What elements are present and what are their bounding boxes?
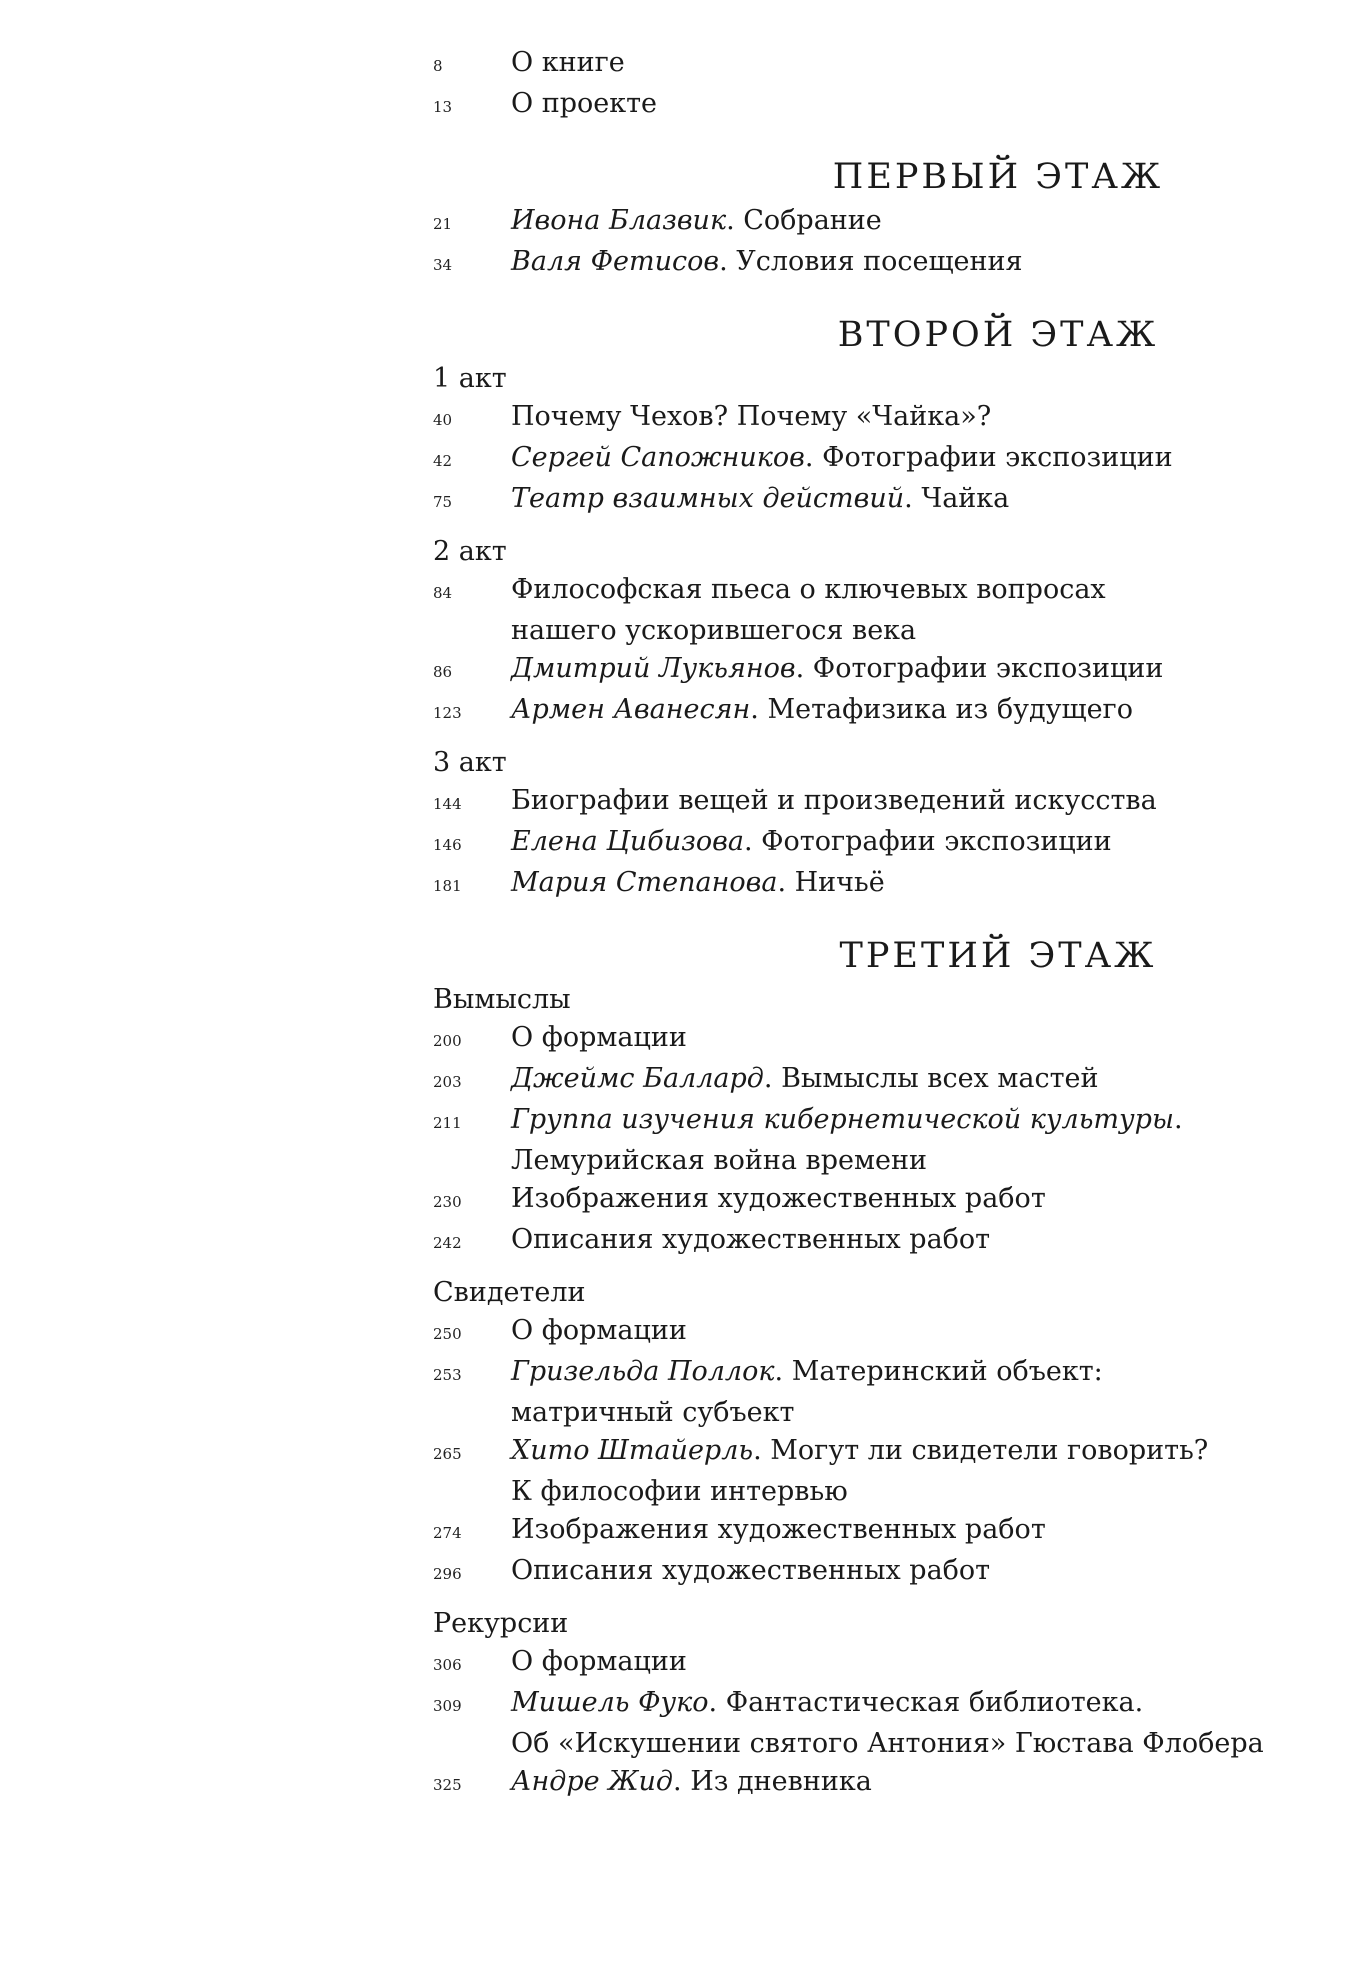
page-number: 309 (433, 1697, 462, 1715)
entry-text: Ивона Блазвик. Собрание (511, 205, 882, 236)
entry-author: Дмитрий Лукьянов (511, 653, 796, 684)
toc-entry (433, 1511, 1333, 1552)
page-number: 75 (433, 493, 453, 511)
entry-author: Сергей Сапожников (511, 442, 805, 473)
toc-entry (433, 1221, 1333, 1262)
entry-title: Описания художественных работ (511, 1224, 991, 1255)
entry-text: Группа изучения кибернетической культуры. (511, 1104, 1183, 1135)
section-label: 3 акт (433, 747, 507, 778)
toc-entry-continuation (433, 1394, 1333, 1432)
toc-entry (433, 1432, 1333, 1473)
toc-entry (433, 1019, 1333, 1060)
entry-title: Из дневника (690, 1766, 872, 1797)
toc-entry (433, 480, 1333, 521)
section-group (433, 1605, 1333, 1804)
toc-entry (433, 398, 1333, 439)
section-label: Свидетели (433, 1277, 586, 1308)
entry-author: Джеймс Баллард (511, 1063, 764, 1094)
page-number: 181 (433, 877, 462, 895)
page-number: 296 (433, 1565, 462, 1583)
entry-author: Армен Аванесян (511, 694, 751, 725)
toc-entry (433, 243, 1333, 284)
entry-text (511, 782, 1333, 820)
entry-author: Андре Жид (511, 1766, 674, 1797)
entry-text (511, 571, 1333, 609)
entry-continuation: нашего ускорившегося века (511, 615, 917, 646)
intro-group (433, 44, 1333, 126)
page-number: 13 (433, 98, 453, 116)
toc-entry (433, 439, 1333, 480)
toc-entry (433, 1684, 1333, 1725)
section-label: 1 акт (433, 363, 507, 394)
toc-entry (433, 1763, 1333, 1804)
toc-entry (433, 1060, 1333, 1101)
section-group (433, 533, 1333, 732)
entry-text (511, 1221, 1333, 1259)
entry-title: Вымыслы всех мастей (781, 1063, 1099, 1094)
toc-entry-continuation (433, 1473, 1333, 1511)
entry-title: Почему Чехов? Почему «Чайка»? (511, 401, 992, 432)
toc-entry (433, 864, 1333, 905)
toc-entry (433, 44, 1333, 85)
entry-text (511, 1019, 1333, 1057)
entry-author: Валя Фетисов (511, 246, 720, 277)
page-number: 211 (433, 1114, 462, 1132)
toc-entry (433, 691, 1333, 732)
page-number: 274 (433, 1524, 462, 1542)
entry-author: Театр взаимных действий (511, 483, 905, 514)
page-number: 265 (433, 1445, 462, 1463)
entry-text (511, 1511, 1333, 1549)
toc-entry (433, 1643, 1333, 1684)
entry-text: Елена Цибизова. Фотографии экспозиции (511, 826, 1112, 857)
toc-entry (433, 1101, 1333, 1142)
page-number: 250 (433, 1325, 462, 1343)
section-group (433, 1274, 1333, 1593)
page-number: 200 (433, 1032, 462, 1050)
toc-entry-continuation (433, 1142, 1333, 1180)
entry-title: Материнский объект: (791, 1356, 1103, 1387)
entry-title: Изображения художественных работ (511, 1183, 1046, 1214)
entry-continuation: Об «Искушении святого Антония» Гюстава Флобера (511, 1728, 1264, 1759)
entry-title: О формации (511, 1022, 687, 1053)
toc-entry-continuation (433, 1725, 1333, 1763)
page-number: 40 (433, 411, 453, 429)
entry-title: Могут ли свидетели говорить? (770, 1435, 1209, 1466)
page-number: 306 (433, 1656, 462, 1674)
floor-heading: ПЕРВЫЙ ЭТАЖ (832, 157, 1164, 197)
entry-text: Театр взаимных действий. Чайка (511, 483, 1010, 514)
entry-title: Изображения художественных работ (511, 1514, 1046, 1545)
toc-entry (433, 85, 1333, 126)
page-number: 242 (433, 1234, 462, 1252)
toc-entry (433, 1312, 1333, 1353)
section-group (433, 360, 1333, 521)
entry-text: Валя Фетисов. Условия посещения (511, 246, 1023, 277)
entry-title: Собрание (743, 205, 882, 236)
entry-text: Сергей Сапожников. Фотографии экспозиции (511, 442, 1173, 473)
entry-author: Хито Штайерль (511, 1435, 754, 1466)
page-number: 123 (433, 704, 462, 722)
entry-author: Мишель Фуко (511, 1687, 709, 1718)
entry-text: Хито Штайерль. Могут ли свидетели говорить? (511, 1435, 1209, 1466)
entry-text: Гризельда Поллок. Материнский объект: (511, 1356, 1103, 1387)
floor-heading: ВТОРОЙ ЭТАЖ (837, 315, 1159, 355)
page-number: 34 (433, 256, 453, 274)
entry-title: О формации (511, 1315, 687, 1346)
toc-entry (433, 1180, 1333, 1221)
toc-entry (433, 202, 1333, 243)
entry-continuation: матричный субъект (511, 1397, 795, 1428)
section-group (433, 202, 1333, 284)
page-number: 146 (433, 836, 462, 854)
section-label: Рекурсии (433, 1608, 569, 1639)
section-label: Вымыслы (433, 984, 571, 1015)
page-number: 253 (433, 1366, 462, 1384)
entry-title: О формации (511, 1646, 687, 1677)
section-label: 2 акт (433, 536, 507, 567)
entry-title: Биографии вещей и произведений искусства (511, 785, 1157, 816)
section-group (433, 981, 1333, 1262)
entry-title: О книге (511, 47, 625, 78)
entry-title: Условия посещения (736, 246, 1023, 277)
entry-text (511, 44, 1333, 82)
entry-title: Описания художественных работ (511, 1555, 991, 1586)
entry-author: Группа изучения кибернетической культуры (511, 1104, 1174, 1135)
toc-entry (433, 571, 1333, 612)
entry-title: Фотографии экспозиции (761, 826, 1112, 857)
entry-author: Мария Степанова (511, 867, 778, 898)
page-number: 86 (433, 663, 453, 681)
toc-entry (433, 782, 1333, 823)
entry-title: О проекте (511, 88, 658, 119)
entry-text (511, 1312, 1333, 1350)
entry-author: Ивона Блазвик (511, 205, 727, 236)
entry-title: Фотографии экспозиции (812, 653, 1164, 684)
toc-entry (433, 1353, 1333, 1394)
page-number: 203 (433, 1073, 462, 1091)
page-number: 144 (433, 795, 462, 813)
page-number: 42 (433, 452, 453, 470)
entry-text: Мария Степанова. Ничьё (511, 867, 885, 898)
section-group (433, 744, 1333, 905)
page-number: 21 (433, 215, 453, 233)
toc-entry (433, 1552, 1333, 1593)
floor-heading: ТРЕТИЙ ЭТАЖ (839, 936, 1157, 976)
entry-title: Фотографии экспозиции (822, 442, 1173, 473)
toc-entry-continuation (433, 612, 1333, 650)
page-number: 325 (433, 1776, 462, 1794)
entry-text (511, 85, 1333, 123)
entry-text: Армен Аванесян. Метафизика из будущего (511, 694, 1133, 725)
entry-text: Дмитрий Лукьянов. Фотографии экспозиции (511, 653, 1164, 684)
entry-text: Андре Жид. Из дневника (511, 1766, 872, 1797)
entry-text (511, 398, 1333, 436)
entry-title: Фантастическая библиотека. (725, 1687, 1144, 1718)
page-number: 84 (433, 584, 453, 602)
entry-author: Елена Цибизова (511, 826, 744, 857)
page-number: 8 (433, 57, 443, 75)
entry-author: Гризельда Поллок (511, 1356, 775, 1387)
entry-continuation: Лемурийская война времени (511, 1145, 927, 1176)
entry-title: Философская пьеса о ключевых вопросах (511, 574, 1106, 605)
entry-text (511, 1643, 1333, 1681)
entry-text: Джеймс Баллард. Вымыслы всех мастей (511, 1063, 1099, 1094)
entry-text (511, 1180, 1333, 1218)
entry-text (511, 1552, 1333, 1590)
entry-title: Метафизика из будущего (767, 694, 1133, 725)
toc-entry (433, 650, 1333, 691)
entry-title: Ничьё (794, 867, 885, 898)
entry-continuation: К философии интервью (511, 1476, 848, 1507)
page-number: 230 (433, 1193, 462, 1211)
table-of-contents (433, 44, 1333, 1804)
entry-title: Чайка (921, 483, 1010, 514)
entry-text: Мишель Фуко. Фантастическая библиотека. (511, 1687, 1144, 1718)
toc-entry (433, 823, 1333, 864)
